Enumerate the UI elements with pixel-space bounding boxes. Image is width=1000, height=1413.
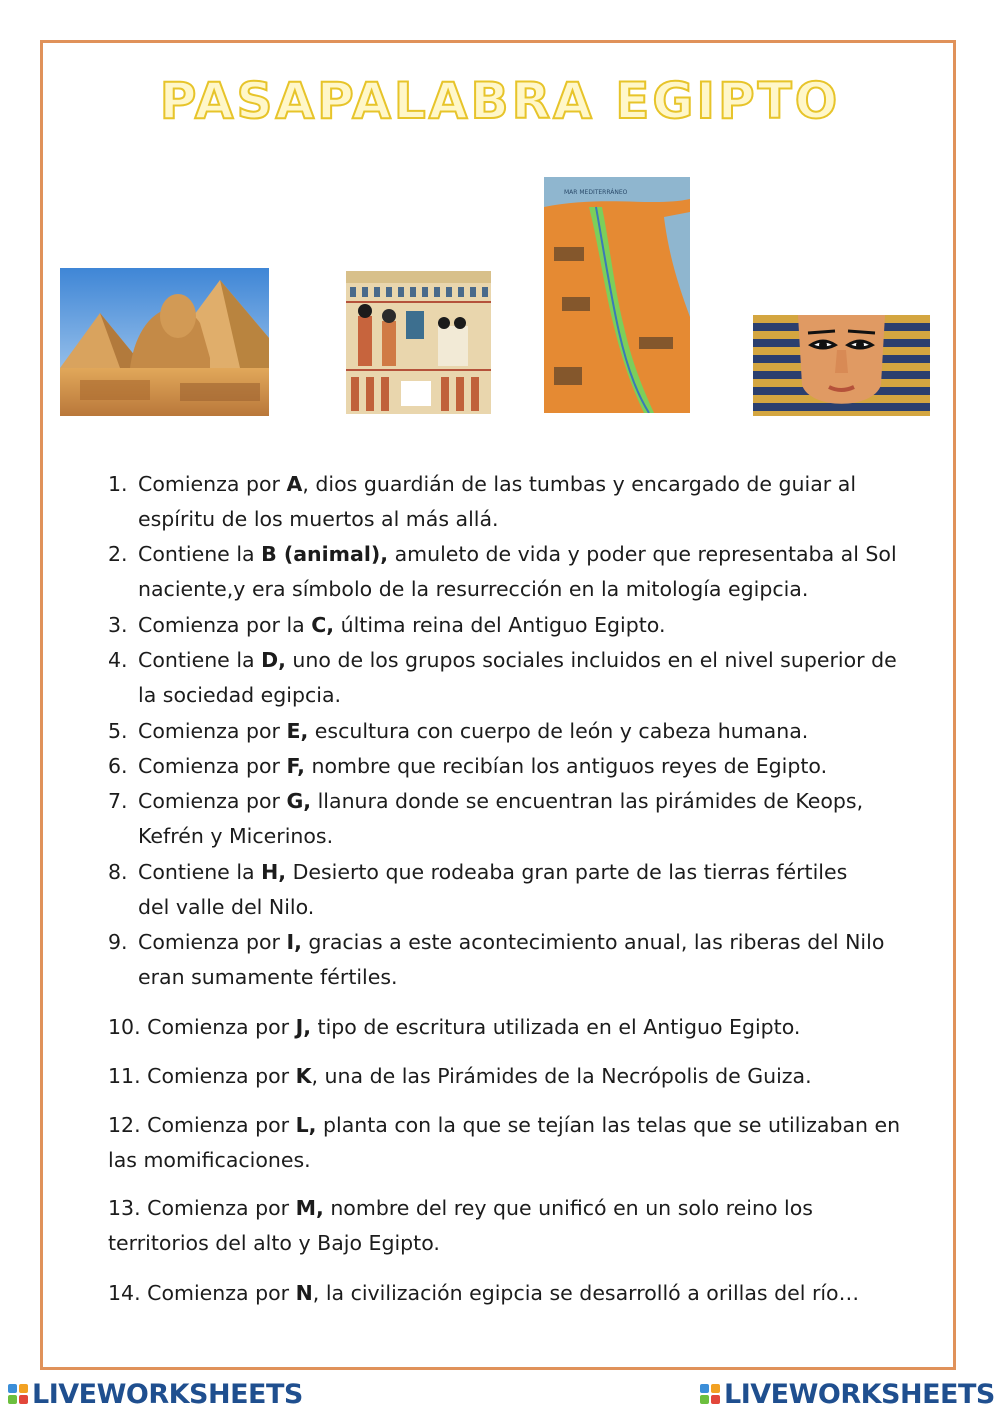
question-letter: C, (311, 613, 335, 637)
question-letter: B (animal), (261, 542, 389, 566)
question-5: 5. Comienza por E, escultura con cuerpo de león y cabeza humana. (108, 714, 938, 749)
question-letter: E, (286, 719, 309, 743)
liveworksheets-logo-icon (700, 1384, 720, 1404)
question-number: 7. (108, 789, 128, 813)
question-number: 6. (108, 754, 128, 778)
question-13: 13. Comienza por M, nombre del rey que unificó en un solo reino los territorios del alto y Bajo Egipto. (108, 1196, 813, 1255)
logo-square (8, 1395, 17, 1404)
liveworksheets-logo-icon (8, 1384, 28, 1404)
question-letter: D, (261, 648, 286, 672)
question-letter: K (295, 1064, 312, 1088)
logo-square (711, 1384, 720, 1393)
question-2: 2. Contiene la B (animal), amuleto de vida y poder que representaba al Sol naciente,y era símbolo de la resurrección en la mitología egipcia. (108, 537, 938, 607)
question-7: 7. Comienza por G, llanura donde se encuentran las pirámides de Keops, Kefrén y Micerinos. (108, 784, 938, 854)
question-number: 5. (108, 719, 128, 743)
egyptian-mural-image (346, 271, 491, 414)
question-number: 10. (108, 1015, 141, 1039)
question-number: 14. (108, 1281, 141, 1305)
logo-square (8, 1384, 17, 1393)
sphinx-pyramids-image (60, 268, 269, 416)
question-letter: H, (261, 860, 287, 884)
question-number: 9. (108, 930, 128, 954)
logo-square (700, 1395, 709, 1404)
logo-square (711, 1395, 720, 1404)
question-4: 4. Contiene la D, uno de los grupos sociales incluidos en el nivel superior de la sociedad egipcia. (108, 643, 938, 713)
question-number: 13. (108, 1196, 141, 1220)
question-number: 2. (108, 542, 128, 566)
liveworksheets-logo-left[interactable] (8, 1377, 303, 1411)
question-letter: A (286, 472, 303, 496)
question-14: 14. Comienza por N, la civilización egipcia se desarrolló a orillas del río… (108, 1281, 860, 1305)
question-letter: J, (295, 1015, 312, 1039)
question-number: 4. (108, 648, 128, 672)
question-number: 11. (108, 1064, 141, 1088)
brand-name: LIVEWORKSHEETS (32, 1378, 303, 1410)
question-letter: M, (295, 1196, 324, 1220)
question-letter: F, (286, 754, 305, 778)
question-letter: N (295, 1281, 313, 1305)
question-letter: L, (295, 1113, 317, 1137)
logo-square (700, 1384, 709, 1393)
logo-square (19, 1395, 28, 1404)
liveworksheets-logo-right[interactable] (700, 1377, 995, 1411)
logo-square (19, 1384, 28, 1393)
question-number: 12. (108, 1113, 141, 1137)
question-number: 1. (108, 472, 128, 496)
question-1: 1. Comienza por A, dios guardián de las tumbas y encargado de guiar al espíritu de los muertos al más allá. (108, 467, 938, 537)
question-12: 12. Comienza por L, planta con la que se tejían las telas que se utilizaban en las momificaciones. (108, 1113, 901, 1172)
question-number: 3. (108, 613, 128, 637)
question-3: 3. Comienza por la C, última reina del Antiguo Egipto. (108, 608, 938, 643)
question-number: 8. (108, 860, 128, 884)
brand-name: LIVEWORKSHEETS (724, 1378, 995, 1410)
question-11: 11. Comienza por K, una de las Pirámides de la Necrópolis de Guiza. (108, 1064, 812, 1088)
map-sea-label: MAR MEDITERRÁNEO (564, 189, 628, 196)
question-8: 8. Contiene la H, Desierto que rodeaba gran parte de las tierras fértiles del valle del Nilo. (108, 855, 938, 925)
question-letter: I, (286, 930, 302, 954)
question-6: 6. Comienza por F, nombre que recibían los antiguos reyes de Egipto. (108, 749, 938, 784)
question-10: 10. Comienza por J, tipo de escritura utilizada en el Antiguo Egipto. (108, 1015, 801, 1039)
question-letter: G, (286, 789, 312, 813)
question-9: 9. Comienza por I, gracias a este acontecimiento anual, las riberas del Nilo eran sumamente fértiles. (108, 925, 938, 995)
worksheet-title: PASAPALABRA EGIPTO (159, 72, 841, 130)
pharaoh-mask-image (753, 315, 930, 416)
nile-map-image (544, 177, 690, 413)
